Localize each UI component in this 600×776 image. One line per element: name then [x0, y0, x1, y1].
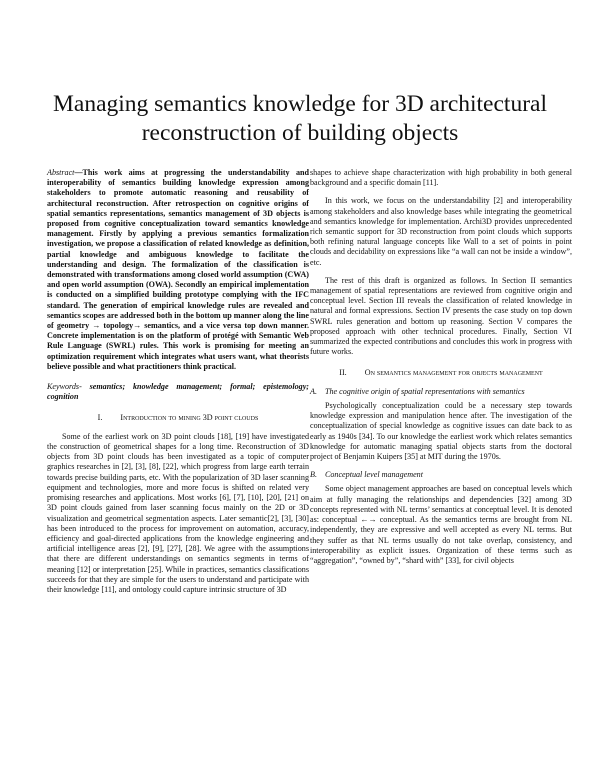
section-b-paragraph: Some object management approaches are based on conceptual levels which aim at fully managing the relationships and dependencies [32] among 3D concepts represented with NL terms’ semantics at conceptual level. It is denoted as: conceptual ←→ conceptual. As the semantics terms are brought from NL independently, they are expressive and well accepted as every NL terms. But they suffer as that NL terms usually do not take overlap, consistency, and interoperability as explicit issues. Organization of these terms such as “aggregation”, “owned by”, “shard with” [33], for civil objects [310, 484, 572, 565]
subsection-a-heading [310, 387, 572, 397]
keywords-text: semantics; knowledge management; formal; epistemology; cognition [47, 382, 309, 402]
abstract-text: —This work aims at progressing the understandability and interoperability of semantics building knowledge expression among stakeholders to promote automatic reasoning and reusability of architectural reconstruction. After retrospection on cognitive origins of spatial semantics representations, semantics management of 3D objects is proposed from cognitive conceptualization toward semantics knowledge management. Firstly by applying a previous semantics formalization investigation, we propose a classification of related knowledge as definition, partial knowledge and ambiguous knowledge to facilitate the understanding and design. The formalization of the classification is demonstrated with transformations among closed world assumption (CWA) and open world assumption (OWA). Secondly an empirical implementation is conducted on a simplified building prototype complying with the IFC standard. The generation of empirical knowledge rules are revealed and semantics scopes are addressed both in the bottom up manner along the line of geometry → topology→ semantics, and a vice versa top down manner. Concrete implementation is on the platform of protégé with Semantic Web Rule Language (SWRL) rules. This work is promising for meeting an optimization requirement which integrates what users want, what theorists believe possible and what practitioners think practical. [47, 168, 309, 371]
intro-paragraph-1-continued: shapes to achieve shape characterization with high probability in both general background and a specific domain [11]. [310, 168, 572, 188]
paper-title: Managing semantics knowledge for 3D architectural reconstruction of building objects [53, 91, 547, 146]
subsection-b-letter: B. [310, 470, 317, 480]
subsection-b-title: Conceptual level management [324, 470, 423, 480]
section-2-number: II. [339, 368, 347, 378]
section-1-number: I. [97, 413, 103, 423]
section-a-paragraph: Psychologically conceptualization could be a necessary step towards knowledge expression and manipulation hence after. The investigation of the conceptualization of special knowledge as cognitive issues can date back to as early as 1940s [34]. To our knowledge the earliest work which relates semantics knowledge for automatic managing spatial objects starts from the doctoral project of Benjamin Kuipers [35] at MIT during the 1970s. [310, 401, 572, 462]
left-column [47, 168, 309, 603]
intro-paragraph-3: The rest of this draft is organized as follows. In Section II semantics management of spatial representations are reviewed from cognitive origin and conceptual level. Section III reveals the classification of related knowledge in natural and formal expressions. Section IV presents the case study on top down SWRL rules generation and bottom up reasoning. Section V compares the proposed approach with other technical procedures. Finally, Section VI summarized the expected contributions and concludes this work in progress with future works. [310, 275, 572, 357]
section-1-heading [47, 413, 309, 423]
keywords-label: Keywords- [47, 382, 82, 392]
abstract [47, 168, 309, 372]
section-2-heading [310, 368, 572, 378]
intro-paragraph-2: In this work, we focus on the understandability [2] and interoperability among stakeholders and also knowledge bases while integrating the geometrical and semantics knowledge for implementation. Archi3D provides unprecedented rich semantic support for 3D reconstruction from point clouds which supports both refining natural language concepts like Wall to a set of points in point clouds and decidability on expressions like “a wall can not be inside a window”, etc. [310, 196, 572, 267]
section-2-title: On semantics management for objects management [364, 368, 543, 378]
subsection-b-heading [310, 470, 572, 480]
subsection-a-letter: A. [310, 386, 317, 396]
right-column [310, 168, 572, 569]
keywords [47, 382, 309, 402]
subsection-a-title: The cognitive origin of spatial representations with semantics [324, 386, 525, 396]
intro-paragraph-1: Some of the earliest work on 3D point clouds [18], [19] have investigated the construction of geometrical shapes for a long time. Reconstruction of 3D objects from 3D point clouds has been investigated as a topic of computer graphics researches in [2], [3], [8], [22], which progress from large earth terrain towards precise building parts, etc. With the popularization of 3D laser scanning equipment and technologies, more and more focus is shifted on related very promising researches and applications. Most works [6], [7], [10], [20], [21] on 3D point clouds gained from laser scanning focus mainly on the 2D or 3D visualization and geometrical segmentation aspects. Later semantic[2], [3], [30] has been introduced to the process for improvement on automation, accuracy, efficiency and goal-directed applications from the knowledge engineering and artificial intelligence areas [2], [9], [27], [28]. We agree with the assumptions that there are different understandings on semantics segments in terms of meaning [12] or interpretation [25]. While in practices, semantics classifications succeeds for that they are simple for the users to understand and participate with their knowledge [11], and ontology could capture intrinsic structure of 3D [47, 431, 309, 594]
abstract-label: Abstract [47, 168, 75, 177]
section-1-title: Introduction to mining 3D point clouds [120, 413, 259, 423]
